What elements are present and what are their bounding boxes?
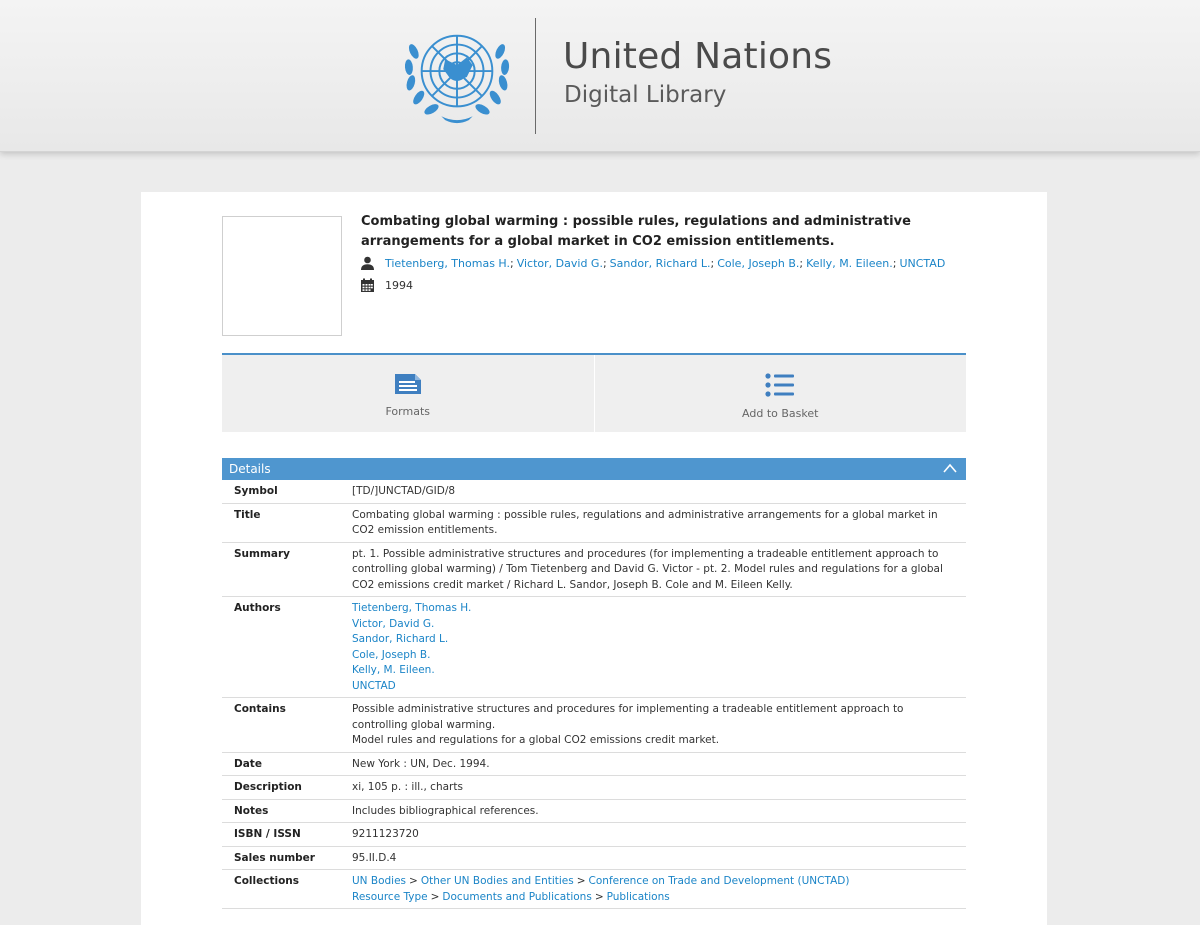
header-divider (535, 18, 536, 134)
record-thumbnail[interactable] (222, 216, 342, 336)
author-link[interactable]: Tietenberg, Thomas H. (385, 257, 510, 270)
table-row (222, 870, 966, 909)
formats-button[interactable] (222, 355, 594, 432)
title-value: Combating global warming : possible rules, regulations and administrative arrangements for a global market in CO2 emission entitlements. (352, 503, 966, 542)
basket-label: Add to Basket (742, 407, 819, 420)
table-row (222, 752, 966, 776)
collection-link[interactable]: Resource Type (352, 890, 428, 903)
table-row (222, 823, 966, 847)
brand-subtitle[interactable]: Digital Library (564, 82, 727, 108)
table-row (222, 799, 966, 823)
record-card (141, 192, 1047, 925)
date-value: New York : UN, Dec. 1994. (352, 752, 966, 776)
author-link[interactable]: UNCTAD (899, 257, 946, 270)
summary-value: pt. 1. Possible administrative structures and procedures (for implementing a tradeable entitlement approach to controlling global warming) / Tom Tietenberg and David G. Victor - pt. 2. Model rules and regulations for a global CO2 emissions credit market / Richard L. Sandor, Joseph B. Cole and M. Eileen Kelly. (352, 542, 966, 597)
table-row (222, 846, 966, 870)
title-label: Title (222, 503, 352, 542)
calendar-icon (360, 278, 375, 293)
record-year: 1994 (385, 279, 413, 292)
author-link[interactable]: Cole, Joseph B. (717, 257, 800, 270)
collection-link[interactable]: Publications (606, 890, 670, 903)
author-link[interactable]: Kelly, M. Eileen. (352, 664, 435, 676)
document-icon (393, 373, 423, 395)
contains-value (352, 698, 966, 753)
date-label: Date (222, 752, 352, 776)
symbol-value: [TD/]UNCTAD/GID/8 (352, 480, 966, 503)
author-link[interactable]: UNCTAD (352, 679, 396, 692)
table-row (222, 698, 966, 753)
authors-label: Authors (222, 597, 352, 698)
list-icon (765, 373, 795, 397)
details-header[interactable] (222, 458, 966, 480)
sales-number-value: 95.II.D.4 (352, 846, 966, 870)
details-table (222, 480, 966, 909)
collection-link[interactable]: Other UN Bodies and Entities (420, 875, 574, 887)
isbn-label: ISBN / ISSN (222, 823, 352, 847)
collections-value: UN Bodies > Other UN Bodies and Entities > Conference on Trade and Development (UNCTAD) Resource Type > Documents and Publications > Publications (352, 870, 966, 909)
collection-link[interactable]: Documents and Publications (442, 890, 592, 903)
collection-link[interactable]: Conference on Trade and Development (UNCTAD) (588, 875, 850, 887)
details-title: Details (229, 462, 271, 476)
contains-label: Contains (222, 698, 352, 753)
author-link[interactable]: Sandor, Richard L. (609, 257, 711, 270)
user-icon (360, 256, 375, 271)
notes-label: Notes (222, 799, 352, 823)
summary-label: Summary (222, 542, 352, 597)
un-emblem-icon[interactable] (398, 22, 516, 128)
table-row (222, 503, 966, 542)
contains-item: Possible administrative structures and procedures for implementing a tradeable entitlement approach to controlling global warming. (352, 703, 904, 731)
author-link[interactable]: Kelly, M. Eileen. (806, 257, 893, 270)
record-title: Combating global warming : possible rules, regulations and administrative arrangements for a global market in CO2 emission entitlements. (361, 214, 911, 249)
record-actions (222, 353, 966, 432)
authors-value (352, 597, 966, 698)
author-link[interactable]: Sandor, Richard L. (352, 633, 449, 645)
table-row (222, 597, 966, 698)
contains-item: Model rules and regulations for a global CO2 emissions credit market. (352, 734, 720, 746)
add-to-basket-button[interactable] (594, 355, 967, 432)
table-row (222, 776, 966, 800)
chevron-up-icon[interactable] (942, 462, 958, 474)
author-link[interactable]: Tietenberg, Thomas H. (352, 602, 472, 614)
collection-link[interactable]: UN Bodies (352, 875, 407, 887)
record-authors: Tietenberg, Thomas H. ; Victor, David G. ; Sandor, Richard L. ; Cole, Joseph B. ; Kelly, M. Eileen. ; UNCTAD (360, 256, 945, 271)
isbn-value: 9211123720 (352, 823, 966, 847)
table-row (222, 480, 966, 503)
description-value: xi, 105 p. : ill., charts (352, 776, 966, 800)
notes-value: Includes bibliographical references. (352, 799, 966, 823)
author-link[interactable]: Victor, David G. (352, 617, 435, 630)
brand-title[interactable]: United Nations (563, 36, 833, 77)
record-date (360, 278, 413, 293)
description-label: Description (222, 776, 352, 800)
author-link[interactable]: Cole, Joseph B. (352, 648, 431, 661)
author-link[interactable]: Victor, David G. (516, 257, 603, 270)
site-header (0, 0, 1200, 152)
symbol-label: Symbol (222, 480, 352, 503)
table-row (222, 542, 966, 597)
collections-label: Collections (222, 870, 352, 909)
sales-number-label: Sales number (222, 846, 352, 870)
formats-label: Formats (385, 405, 430, 418)
